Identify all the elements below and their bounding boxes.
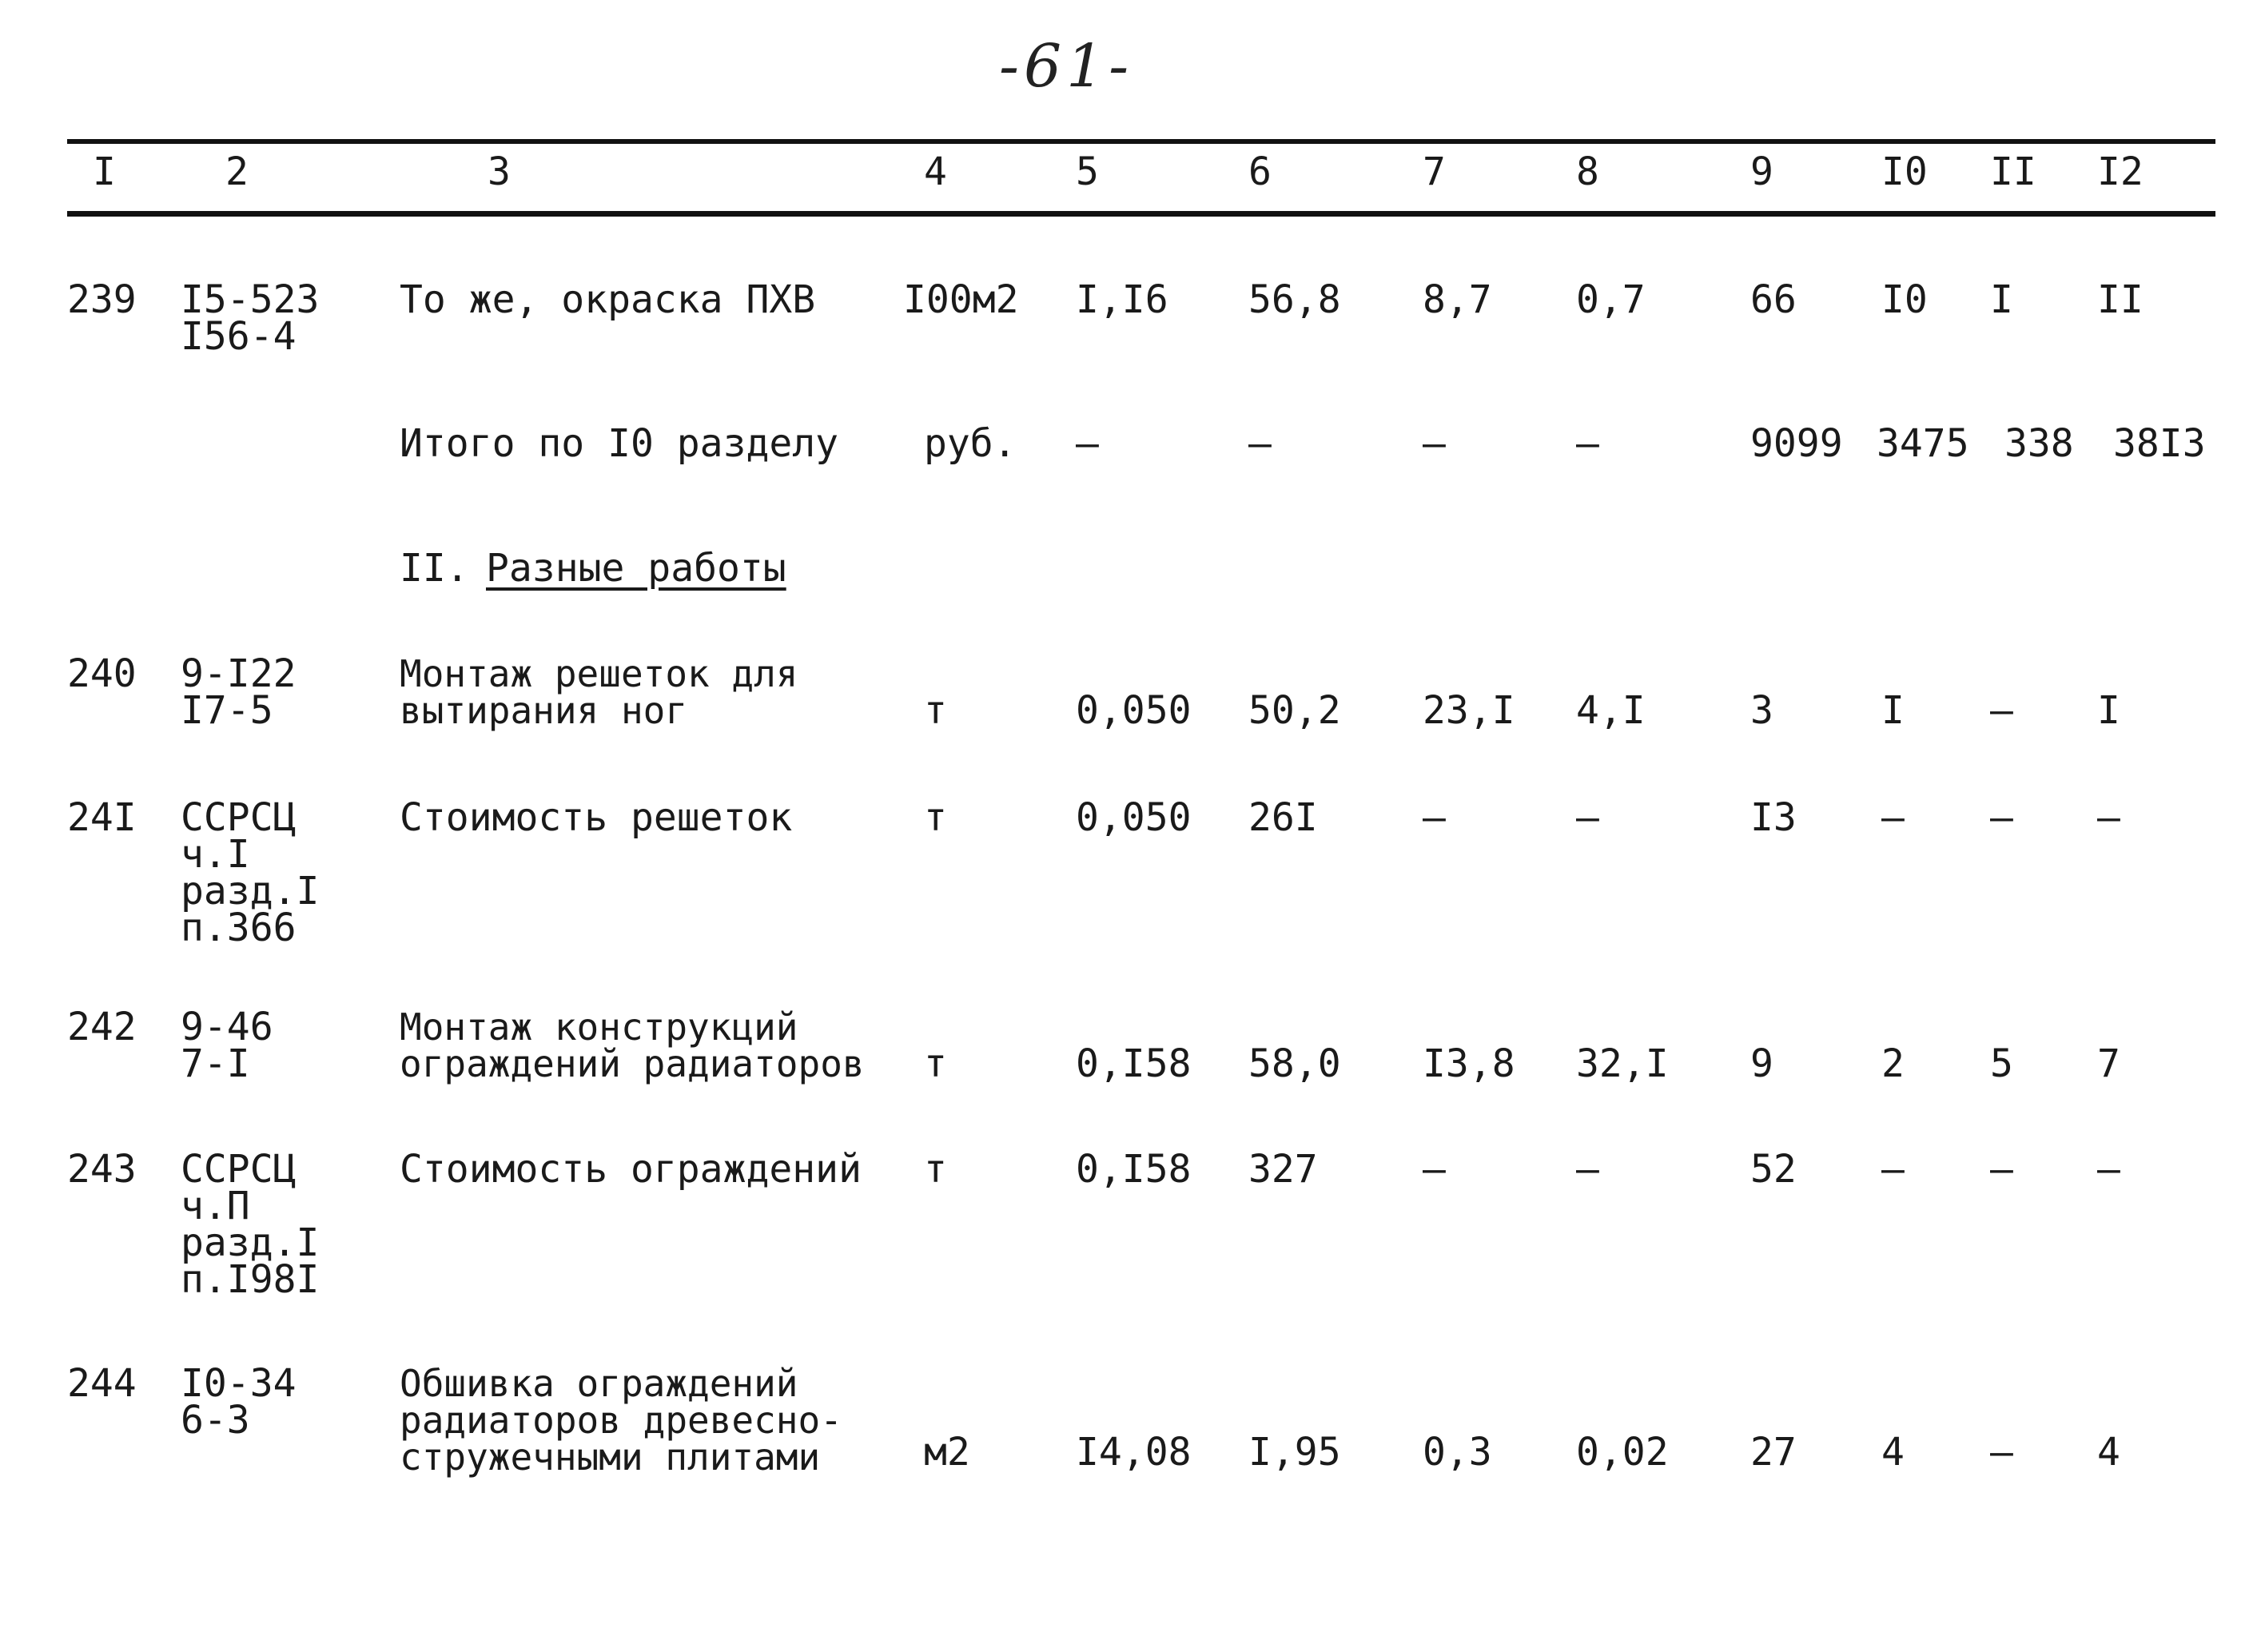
- work-name: Обшивка ограждений радиаторов древесно- стружечными плитами: [400, 1362, 842, 1479]
- row-number: 243: [67, 1147, 137, 1192]
- cell-col6: 327: [1248, 1147, 1318, 1192]
- cell-col9: 9: [1750, 1041, 1773, 1086]
- cell-col5: –: [1076, 421, 1099, 466]
- column-header-1: I: [93, 149, 116, 194]
- row-number: 240: [67, 651, 137, 696]
- cell-col7: I3,8: [1423, 1041, 1515, 1086]
- column-header-6: 6: [1248, 149, 1272, 194]
- section-title: Разные работы: [486, 546, 786, 591]
- cell-col7: –: [1423, 1147, 1446, 1192]
- cell-col12: I: [2097, 688, 2120, 733]
- unit-cell: руб.: [924, 421, 1017, 466]
- cell-col8: –: [1576, 795, 1599, 840]
- row-number: 244: [67, 1361, 137, 1406]
- unit-cell: м2: [924, 1430, 970, 1475]
- norm-code: ССРСЦ ч.I разд.I п.366: [181, 795, 320, 950]
- cell-col9: 9099: [1750, 421, 1843, 466]
- table-header-rule: [67, 211, 2215, 217]
- cell-col11: –: [1990, 1147, 2013, 1192]
- column-header-7: 7: [1423, 149, 1446, 194]
- total-label: Итого по I0 разделу: [400, 421, 839, 466]
- cell-col6: 58,0: [1248, 1041, 1341, 1086]
- norm-code: I0-34 6-3: [181, 1361, 297, 1443]
- cell-col10: I: [1881, 688, 1905, 733]
- norm-code: ССРСЦ ч.П разд.I п.I98I: [181, 1147, 320, 1302]
- cell-col8: 0,7: [1576, 277, 1646, 322]
- cell-col10: 2: [1881, 1041, 1905, 1086]
- cell-col7: –: [1423, 795, 1446, 840]
- cell-col11: –: [1990, 1430, 2013, 1475]
- cell-col9: 52: [1750, 1147, 1797, 1192]
- cell-col5: I,I6: [1076, 277, 1168, 322]
- cell-col6: 26I: [1248, 795, 1318, 840]
- work-name: Монтаж конструкций ограждений радиаторов: [400, 1005, 865, 1085]
- cell-col9: I3: [1750, 795, 1797, 840]
- cell-col10: 4: [1881, 1430, 1905, 1475]
- norm-code: I5-523 I56-4: [181, 277, 320, 359]
- work-name: Стоимость ограждений: [400, 1147, 862, 1192]
- column-header-10: I0: [1881, 149, 1928, 194]
- work-name: Монтаж решеток для вытирания ног: [400, 652, 798, 732]
- cell-col11: 338: [2004, 421, 2074, 466]
- cell-col12: II: [2097, 277, 2144, 322]
- unit-cell: т: [924, 688, 947, 733]
- cell-col10: –: [1881, 795, 1905, 840]
- cell-col6: 50,2: [1248, 688, 1341, 733]
- cell-col11: 5: [1990, 1041, 2013, 1086]
- page-number: -61-: [999, 32, 1134, 101]
- column-header-5: 5: [1076, 149, 1099, 194]
- cell-col12: 4: [2097, 1430, 2120, 1475]
- cell-col5: I4,08: [1076, 1430, 1192, 1475]
- cell-col12: 7: [2097, 1041, 2120, 1086]
- cell-col8: 4,I: [1576, 688, 1646, 733]
- cell-col7: –: [1423, 421, 1446, 466]
- cell-col9: 3: [1750, 688, 1773, 733]
- cell-col6: –: [1248, 421, 1272, 466]
- unit-cell: I00м2: [903, 277, 1019, 322]
- cell-col7: 8,7: [1423, 277, 1492, 322]
- cell-col8: –: [1576, 1147, 1599, 1192]
- table-top-rule: [67, 139, 2215, 144]
- column-header-8: 8: [1576, 149, 1599, 194]
- cell-col8: 32,I: [1576, 1041, 1669, 1086]
- row-number: 242: [67, 1005, 137, 1049]
- unit-cell: т: [924, 1041, 947, 1086]
- cell-col5: 0,050: [1076, 795, 1192, 840]
- cell-col10: 3475: [1877, 421, 1969, 466]
- column-header-11: II: [1990, 149, 2036, 194]
- section-number: II.: [400, 546, 469, 591]
- cell-col11: I: [1990, 277, 2013, 322]
- cell-col12: 38I3: [2113, 421, 2206, 466]
- cell-col8: –: [1576, 421, 1599, 466]
- column-header-3: 3: [488, 149, 511, 194]
- cell-col8: 0,02: [1576, 1430, 1669, 1475]
- cell-col11: –: [1990, 688, 2013, 733]
- cell-col7: 0,3: [1423, 1430, 1492, 1475]
- cell-col5: 0,I58: [1076, 1147, 1192, 1192]
- cell-col11: –: [1990, 795, 2013, 840]
- cell-col5: 0,050: [1076, 688, 1192, 733]
- cell-col12: –: [2097, 1147, 2120, 1192]
- work-name: То же, окраска ПХВ: [400, 277, 816, 322]
- row-number: 24I: [67, 795, 137, 840]
- cell-col5: 0,I58: [1076, 1041, 1192, 1086]
- column-header-2: 2: [225, 149, 249, 194]
- cell-col6: I,95: [1248, 1430, 1341, 1475]
- unit-cell: т: [924, 795, 947, 840]
- cell-col9: 66: [1750, 277, 1797, 322]
- cell-col10: –: [1881, 1147, 1905, 1192]
- cell-col12: –: [2097, 795, 2120, 840]
- cell-col7: 23,I: [1423, 688, 1515, 733]
- column-header-9: 9: [1750, 149, 1773, 194]
- column-header-4: 4: [924, 149, 947, 194]
- cell-col6: 56,8: [1248, 277, 1341, 322]
- unit-cell: т: [924, 1147, 947, 1192]
- work-name: Стоимость решеток: [400, 795, 793, 840]
- row-number: 239: [67, 277, 137, 322]
- cell-col10: I0: [1881, 277, 1928, 322]
- norm-code: 9-46 7-I: [181, 1005, 273, 1086]
- column-header-12: I2: [2097, 149, 2144, 194]
- norm-code: 9-I22 I7-5: [181, 651, 297, 733]
- cell-col9: 27: [1750, 1430, 1797, 1475]
